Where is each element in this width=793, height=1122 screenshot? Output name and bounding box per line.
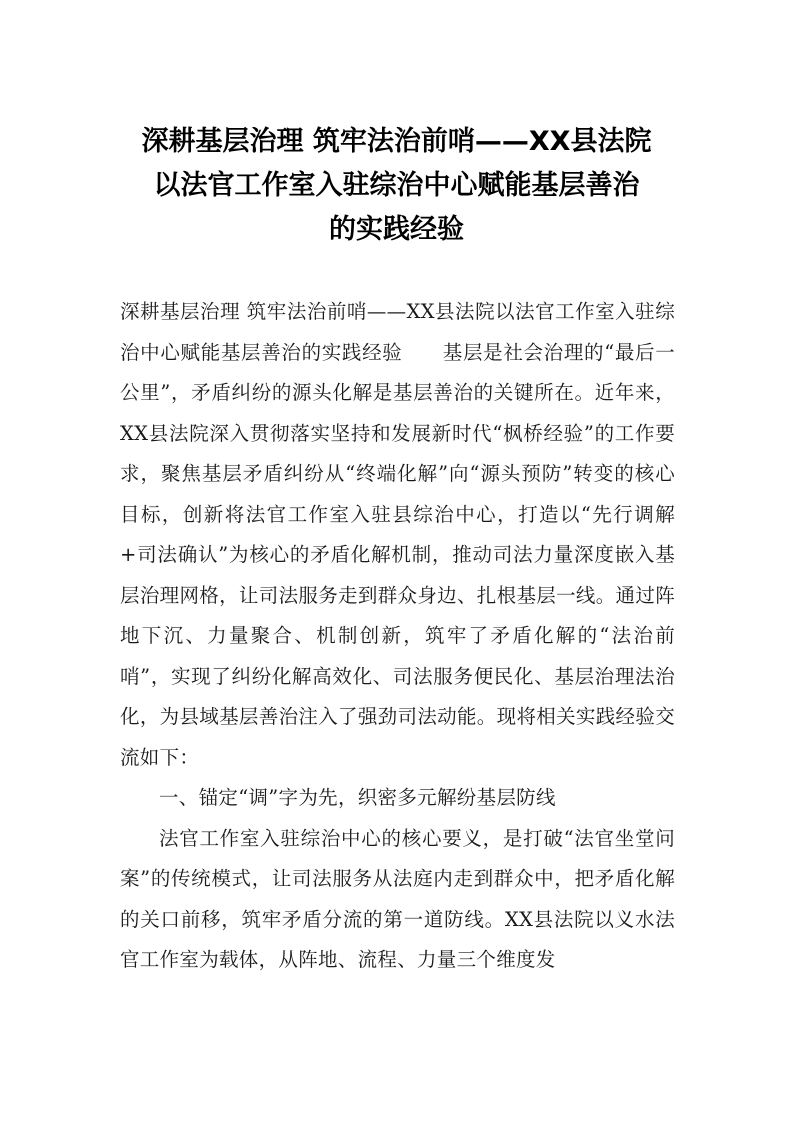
document-title (90, 120, 703, 252)
intro-paragraph: 深耕基层治理 筑牢法治前哨——XX县法院以法官工作室入驻综治中心赋能基层善治的实践经验 基层是社会治理的“最后一公里”，矛盾纠纷的源头化解是基层善治的关键所在。近年来，XX县法院深入贯彻落实坚持和发展新时代“枫桥经验”的工作要求，聚焦基层矛盾纠纷从“终端化解”向“源头预防”转变的核心目标，创新将法官工作室入驻县综治中心，打造以“先行调解+司法确认”为核心的矛盾化解机制，推动司法力量深度嵌入基层治理网格，让司法服务走到群众身边、扎根基层一线。通过阵地下沉、力量聚合、机制创新，筑牢了矛盾化解的“法治前哨”，实现了纠纷化解高效化、司法服务便民化、基层治理法治化，为县域基层善治注入了强劲司法动能。现将相关实践经验交流如下： (120, 300, 675, 769)
title-line-3: 的实践经验 (329, 214, 464, 245)
section-paragraph-1: 法官工作室入驻综治中心的核心要义，是打破“法官坐堂问案”的传统模式，让司法服务从法庭内走到群众中，把矛盾化解的关口前移，筑牢矛盾分流的第一道防线。XX县法院以义水法官工作室为载体，从阵地、流程、力量三个维度发 (120, 826, 675, 971)
title-line-2: 以法官工作室入驻综治中心赋能基层善治 (153, 170, 640, 201)
document-body (120, 292, 675, 981)
section-heading-1: 一、锚定“调”字为先，织密多元解纷基层防线 (159, 786, 556, 809)
title-line-1: 深耕基层治理 筑牢法治前哨——XX县法院 (141, 126, 652, 157)
